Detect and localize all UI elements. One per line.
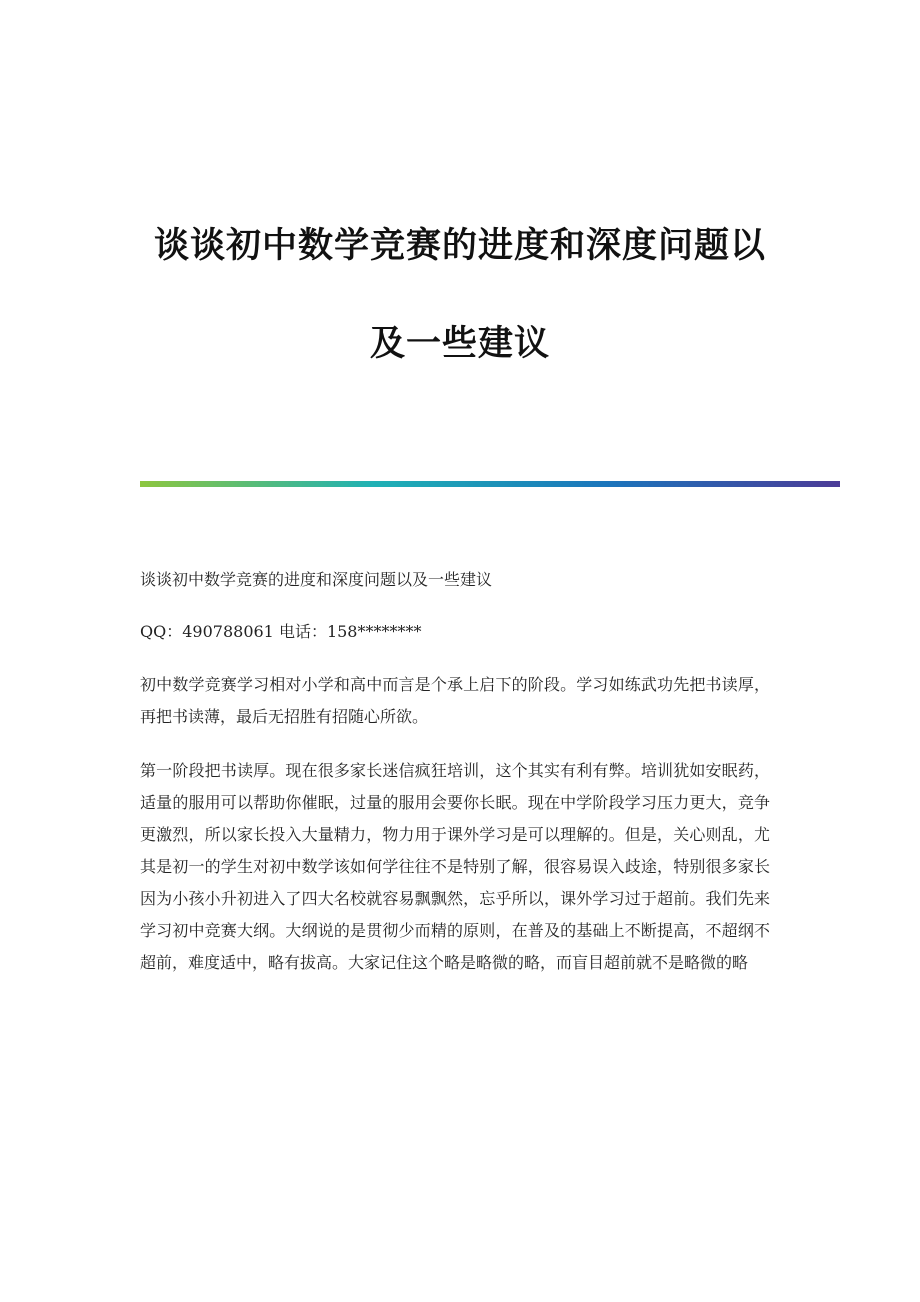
contact-line: QQ：490788061 电话：158******** [140,622,422,641]
paragraph-stage-one: 第一阶段把书读厚。现在很多家长迷信疯狂培训，这个其实有利有弊。培训犹如安眠药，适量的服用可以帮助你催眠，过量的服用会要你长眠。现在中学阶段学习压力更大，竞争更激烈，所以家长投入大量精力，物力用于课外学习是可以理解的。但是，关心则乱，尤其是初一的学生对初中数学该如何学往往不是特别了解，很容易误入歧途，特别很多家长因为小孩小升初进入了四大名校就容易飘飘然，忘乎所以，课外学习过于超前。我们先来学习初中竞赛大纲。大纲说的是贯彻少而精的原则，在普及的基础上不断提高，不超纲不超前，难度适中，略有拔高。大家记住这个略是略微的略，而盲目超前就不是略微的略 [140,761,770,972]
document-title-line-1: 谈谈初中数学竞赛的进度和深度问题以 [153,225,766,266]
document-title-line-2: 及一些建议 [369,323,550,364]
paragraph-intro: 初中数学竞赛学习相对小学和高中而言是个承上启下的阶段。学习如练武功先把书读厚，再把书读薄，最后无招胜有招随心所欲。 [140,675,770,726]
document-body [140,565,770,1001]
subtitle: 谈谈初中数学竞赛的进度和深度问题以及一些建议 [140,570,493,589]
title-divider [140,481,840,487]
